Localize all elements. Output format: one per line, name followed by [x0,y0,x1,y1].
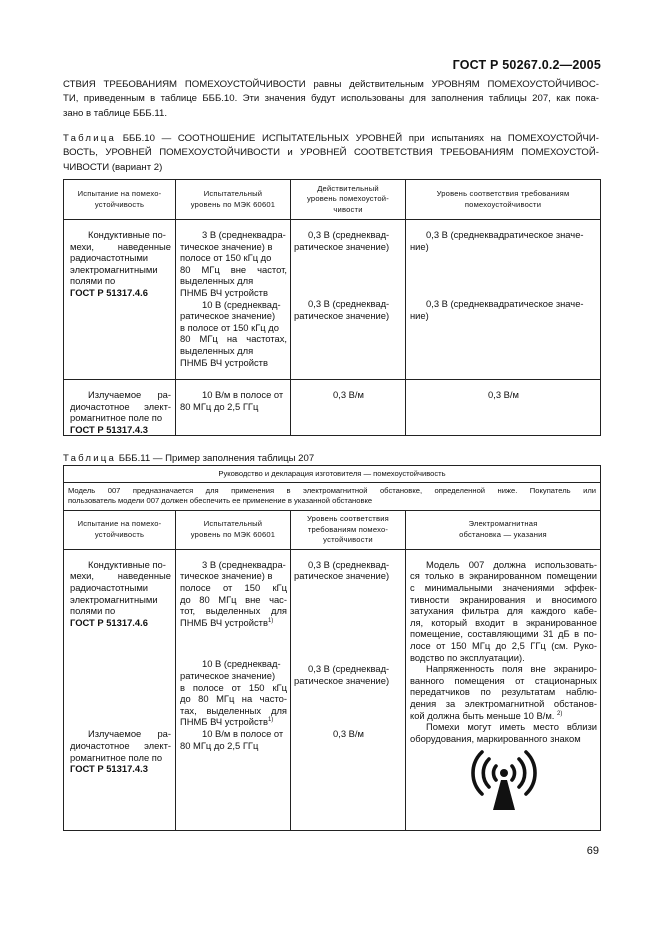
page-number: 69 [586,845,599,857]
col-header-test: Испытание на помехо- устойчивость [64,180,176,220]
test-cell: Кондуктивные по- мехи, наведенные радиочастотными электромагнитными полями по ГОСТ Р 51317.4.6 Излучаемое ра- диочастотное элект- ромагнитное поле по ГОСТ Р 51317.4.3 [64,549,176,830]
col-header-test: Испытание на помехо- устойчивость [64,510,176,549]
actual-level-cell: 0,3 В (среднеквад- ратическое значение) 0,3 В (среднеквад- ратическое значение) [291,220,406,380]
manufacturer-declaration-intro: Модель 007 предназначается для применения в электромагнитной обстановке, определенной ниже. Покупатель или пользователь модели 007 должен обеспечить ее применение в указанной обстановке [64,483,601,511]
col-header-test-level: Испытательный уровень по МЭК 60601 [176,180,291,220]
col-header-compliance-level: Уровень соответствия требованиям помехо- устойчивости [291,510,406,549]
table-row [64,380,601,436]
intro-line: СТВИЯ ТРЕБОВАНИЯМ ПОМЕХОУСТОЙЧИВОСТИ равны действительным УРОВНЯМ ПОМЕХОУСТОЙЧИВОС- [63,79,599,90]
table-word: Таблица [63,453,117,464]
test-cell: Кондуктивные по- мехи, наведенные радиочастотными электромагнитными полями по ГОСТ Р 51317.4.6 [64,220,176,380]
footnote-ref: 1) [267,717,274,724]
table-header-row [64,180,601,220]
col-header-actual-level: Действительный уровень помехоустой- чивости [291,180,406,220]
test-cell: Излучаемое ра- диочастотное элект- ромагнитное поле по ГОСТ Р 51317.4.3 [64,380,176,436]
footnote-ref: 2) [556,710,563,717]
table-header-row [64,510,601,549]
test-level-cell: 10 В/м в полосе от 80 МГц до 2,5 ГГц [176,380,291,436]
table-row [64,549,601,830]
col-header-compliance-level: Уровень соответствия требованиям помехоустойчивости [406,180,601,220]
manufacturer-declaration-title: Руководство и декларация изготовителя — помехоустойчивость [64,466,601,483]
table-bbb10 [63,179,601,436]
actual-level-cell: 0,3 В/м [291,380,406,436]
intro-line: ТИ, приведенным в таблице БББ.10. Эти значения будут использованы для заполнения таблицы 207, как пока- [63,93,599,105]
caption-line: ЧИВОСТИ (вариант 2) [63,161,163,173]
table-word: Таблица [63,133,117,144]
table-row [64,220,601,380]
intro-line: зано в таблице БББ.11. [63,107,168,119]
non-ionizing-radiation-icon [469,750,539,814]
table-intro-row [64,483,601,511]
table1-caption: Таблица БББ.10 — СООТНОШЕНИЕ ИСПЫТАТЕЛЬНЫХ УРОВНЕЙ при испытаниях на ПОМЕХОУСТОЙЧИ- ВОСТЬ, УРОВНЕЙ ПОМЕХОУСТОЙЧИВОСТИ и УРОВНЕЙ СООТВЕТСТВИЯ ТРЕБОВАНИЯМ ПОМЕХОУСТОЙ- ЧИВОСТИ (вариант 2) [63,132,599,175]
guidance-cell: Модель 007 должна использовать- ся только в экранированном помещении с минимальными значениями эффек- тивности экранирования и вносимого затухания фильтра для каждого кабе- ля, который входит в экранированное помещение, составляющими 31 дБ в по- лосе от 150 МГц до 2,5 ГГц (см. Руко- водство по эксплуатации). Напряженность поля вне экраниро- ванного помещения от стационарных передатчиков по результатам наблю- дения за электромагнитной обстанов- кой должна быть меньше 10 В/м. $^{2)}$ Помехи могут иметь место вблизи оборудования, маркированного знаком [406,549,601,830]
table-title-row [64,466,601,483]
test-level-cell: 3 В (среднеквадра- тическое значение) в полосе от 150 кГц до 80 МГц вне час- тот, выделенных для ПНМБ ВЧ устройств$^{1)}$ 10 В (среднеквад- ратическое значение) в полосе от 150 кГц до 80 МГц на часто- тах, выделенных для ПНМБ ВЧ устройств$^{1)}$ 10 В/м в полосе от 80 МГц до 2,5 ГГц [176,549,291,830]
table2-caption: Таблица БББ.11 — Пример заполнения таблицы 207 [63,453,315,464]
col-header-test-level: Испытательный уровень по МЭК 60601 [176,510,291,549]
compliance-level-cell: 0,3 В/м [406,380,601,436]
compliance-level-cell: 0,3 В (среднеквад- ратическое значение) 0,3 В (среднеквад- ратическое значение) 0,3 В/м [291,549,406,830]
caption-line: ВОСТЬ, УРОВНЕЙ ПОМЕХОУСТОЙЧИВОСТИ и УРОВНЕЙ СООТВЕТСТВИЯ ТРЕБОВАНИЯМ ПОМЕХОУСТОЙ- [63,147,599,159]
document-code: ГОСТ Р 50267.0.2—2005 [452,58,601,72]
footnote-ref: 1) [267,617,274,624]
col-header-guidance: Электромагнитная обстановка — указания [406,510,601,549]
table-bbb11 [63,465,601,831]
compliance-level-cell: 0,3 В (среднеквадратическое значе- ние) 0,3 В (среднеквадратическое значе- ние) [406,220,601,380]
test-level-cell: 3 В (среднеквадра- тическое значение) в полосе от 150 кГц до 80 МГц вне частот, выделенных для ПНМБ ВЧ устройств 10 В (среднеквад- ратическое значение) в полосе от 150 кГц до 80 МГц на частотах, выделенных для ПНМБ ВЧ устройств [176,220,291,380]
intro-paragraph [63,78,599,121]
